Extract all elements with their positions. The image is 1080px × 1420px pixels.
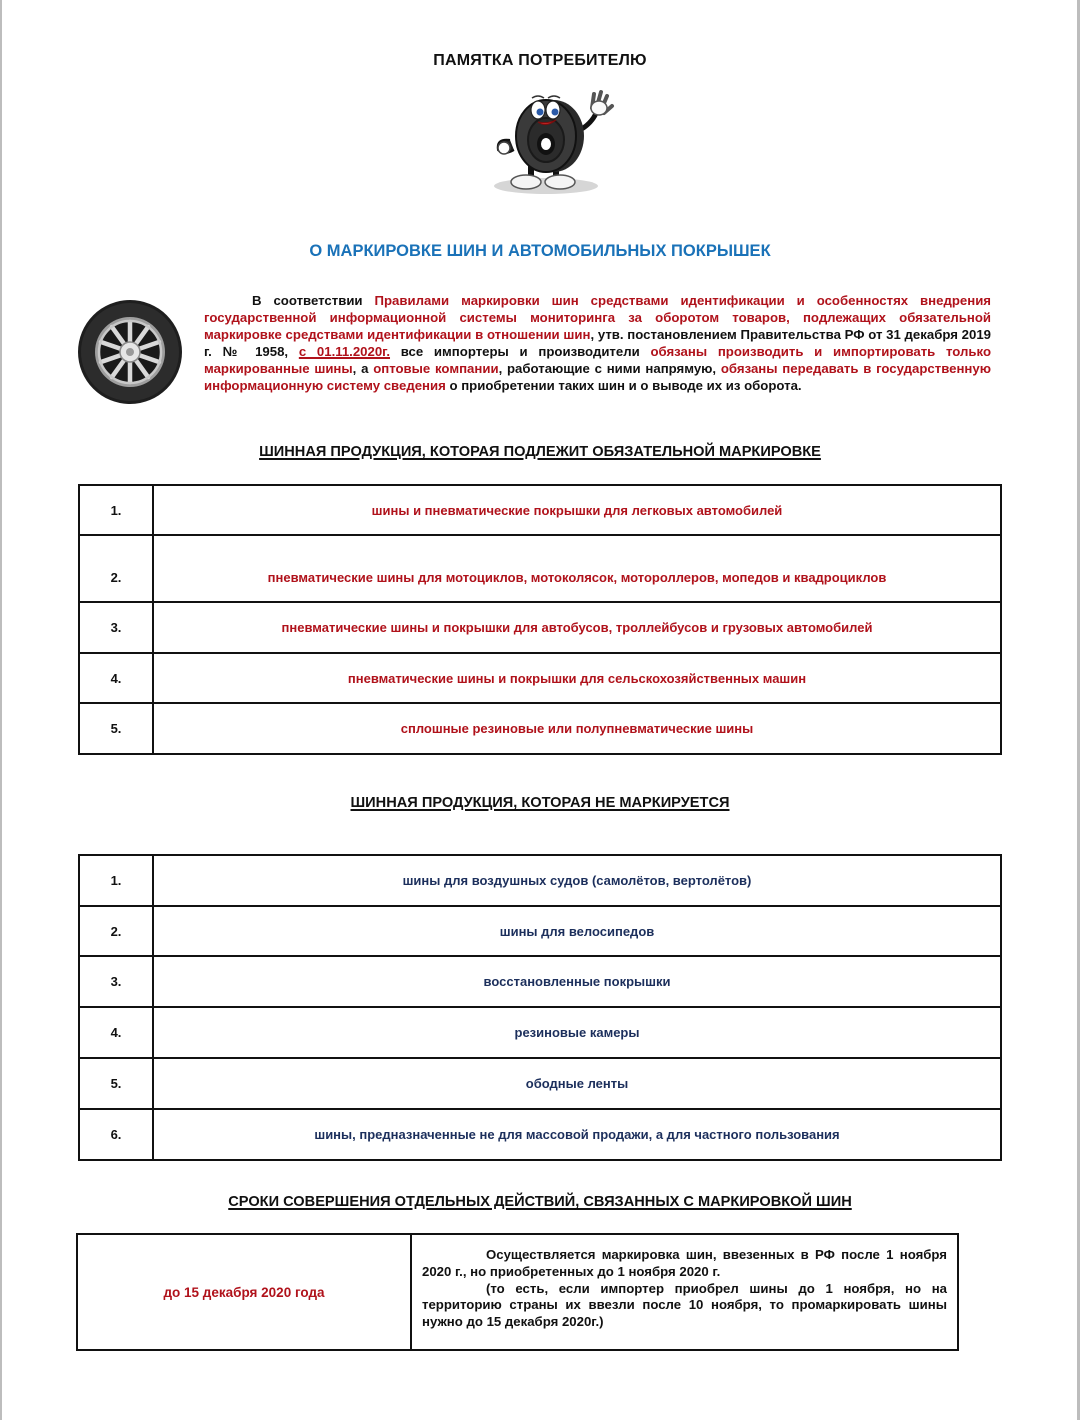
row-text: пневматические шины и покрышки для сельскохозяйственных машин [153,653,1001,703]
table-row [79,653,1001,703]
row-text: восстановленные покрышки [153,956,1001,1007]
table-row [79,535,1001,602]
table-row [79,1109,1001,1160]
table-row [79,485,1001,535]
mandatory-marking-table [78,484,1002,755]
row-text: шины, предназначенные не для массовой продажи, а для частного пользования [153,1109,1001,1160]
deadline-date: до 15 декабря 2020 года [77,1234,411,1350]
obligation-wholesalers: обязаны передавать в государственную информационную систему сведения [204,360,991,393]
row-number: 1. [79,485,153,535]
row-text: шины и пневматические покрышки для легковых автомобилей [153,485,1001,535]
table-row [79,602,1001,653]
table-row [79,1007,1001,1058]
deadlines-table [76,1233,959,1351]
row-number: 3. [79,602,153,653]
document-subtitle: О МАРКИРОВКЕ ШИН И АВТОМОБИЛЬНЫХ ПОКРЫШЕК [309,242,771,260]
not-marked-table [78,854,1002,1161]
tire-mascot-icon [458,78,628,196]
effective-date: с 01.11.2020г. [298,343,391,359]
row-text: пневматические шины и покрышки для автобусов, троллейбусов и грузовых автомобилей [153,602,1001,653]
row-text: сплошные резиновые или полупневматические шины [153,703,1001,754]
deadline-desc-paragraph: Осуществляется маркировка шин, ввезенных в РФ после 1 ноября 2020 г., но приобретенных до 1 ноября 2020 г. [422,1247,947,1279]
obligation-producers: обязаны производить и импортировать только маркированные шины [204,343,992,376]
table-row [79,703,1001,754]
intro-text: , работающие с ними напрямую, [498,360,721,376]
row-text: резиновые камеры [153,1007,1001,1058]
row-number: 5. [79,1058,153,1109]
mandatory-section-heading: ШИННАЯ ПРОДУКЦИЯ, КОТОРАЯ ПОДЛЕЖИТ ОБЯЗАТЕЛЬНОЙ МАРКИРОВКЕ [259,444,821,460]
intro-paragraph [204,293,991,394]
wholesale-companies: оптовые компании [373,360,499,376]
table-row [79,1058,1001,1109]
intro-text: все импортеры и производители [390,343,651,359]
table-row [79,855,1001,906]
car-wheel-icon [76,296,184,408]
intro-text: , а [352,360,374,376]
intro-text: В соответствии [252,293,375,308]
row-number: 5. [79,703,153,754]
deadlines-section-heading: СРОКИ СОВЕРШЕНИЯ ОТДЕЛЬНЫХ ДЕЙСТВИЙ, СВЯЗАННЫХ С МАРКИРОВКОЙ ШИН [228,1194,852,1210]
row-number: 2. [79,535,153,602]
row-text: ободные ленты [153,1058,1001,1109]
table-row [79,956,1001,1007]
table-row [77,1234,958,1350]
row-text: пневматические шины для мотоциклов, мотоколясок, мотороллеров, мопедов и квадроциклов [153,535,1001,602]
row-number: 4. [79,653,153,703]
row-number: 6. [79,1109,153,1160]
regulation-name: Правилами маркировки шин средствами идентификации и особенностях внедрения государственной информационной системы мониторинга за оборотом товаров, подлежащих обязательной маркировке средствами идентификации в отношении шин [204,293,991,342]
deadline-description [411,1234,958,1350]
not-marked-section-heading: ШИННАЯ ПРОДУКЦИЯ, КОТОРАЯ НЕ МАРКИРУЕТСЯ [350,795,730,811]
table-row [79,906,1001,956]
row-text: шины для велосипедов [153,906,1001,956]
intro-text: о приобретении таких шин и о выводе их из оборота. [445,377,802,393]
document-title: ПАМЯТКА ПОТРЕБИТЕЛЮ [433,52,647,69]
row-number: 1. [79,855,153,906]
row-number: 3. [79,956,153,1007]
row-text: шины для воздушных судов (самолётов, вертолётов) [153,855,1001,906]
deadline-desc-note: (то есть, если импортер приобрел шины до 1 ноября, но на территорию страны их ввезли после 10 ноября, то промаркировать шины нужно до 15 декабря 2020г.) [422,1280,947,1330]
row-number: 4. [79,1007,153,1058]
intro-text: , утв. постановлением Правительства РФ от 31 декабря 2019 г. № 1958, [204,326,991,359]
row-number: 2. [79,906,153,956]
